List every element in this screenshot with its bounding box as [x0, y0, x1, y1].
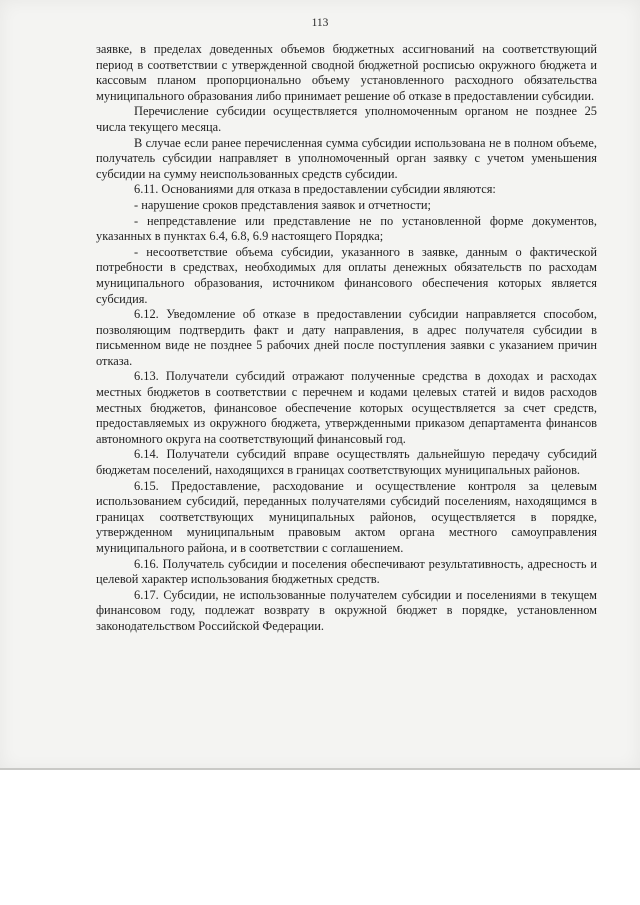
- scan-edge: [0, 768, 640, 770]
- list-item-documents-missing: - непредставление или представление не по установленной форме документов, указанных в пунктах 6.4, 6.8, 6.9 настоящего Порядка;: [96, 213, 597, 244]
- paragraph-6-16-effectiveness: 6.16. Получатель субсидии и поселения обеспечивают результативность, адресность и целевой характер использования бюджетных средств.: [96, 556, 597, 587]
- paragraph-6-13-accounting: 6.13. Получатели субсидий отражают полученные средства в доходах и расходах местных бюджетов в соответствии с перечнем и кодами целевых статей и видов расходов местных бюджетов, финансовое обеспечение которых осуществляется за счет средств, предоставляемых из окружного бюджета, утвержденными приказом департамента финансов автономного округа на соответствующий финансовый год.: [96, 369, 597, 446]
- paragraph-6-15-control: 6.15. Предоставление, расходование и осуществление контроля за целевым использованием субсидий, переданных получателями субсидий поселениям, находящимся в границах соответствующих муниципальных районов, осуществляется в порядке, утвержденном муниципальным правовым актом органа местного самоуправления муниципального района, и в соответствии с соглашением.: [96, 478, 597, 555]
- paragraph-6-11-refusal-grounds: 6.11. Основаниями для отказа в предоставлении субсидии являются:: [134, 182, 496, 197]
- paragraph-partial-use: В случае если ранее перечисленная сумма субсидии использована не в полном объеме, получатель субсидии направляет в уполномоченный орган заявку с учетом уменьшения субсидии на сумму неиспользованных средств субсидии.: [96, 135, 597, 181]
- paragraph-6-12-refusal-notice: 6.12. Уведомление об отказе в предоставлении субсидии направляется способом, позволяющим подтвердить факт и дату направления, в адрес получателя субсидии в письменном виде не позднее 5 рабочих дней после поступления заявки с указанием причин отказа.: [96, 307, 597, 368]
- page-number: 113: [311, 17, 329, 29]
- paragraph-continuation: заявке, в пределах доведенных объемов бюджетных ассигнований на соответствующий период в соответствии с утвержденной сводной бюджетной росписью окружного бюджета и кассовым планом пропорционально объему установленного расходного обязательства муниципального образования либо принимает решение об отказе в предоставлении субсидии.: [96, 42, 597, 103]
- document-body: [96, 42, 597, 635]
- paragraph-transfer-deadline: Перечисление субсидии осуществляется уполномоченным органом не позднее 25 числа текущего месяца.: [96, 104, 597, 134]
- list-item-amount-mismatch: - несоответствие объема субсидии, указанного в заявке, данным о фактической потребности в средствах, необходимых для оплаты денежных обязательств по расходам муниципального образования, источником финансового обеспечения которых является субсидия.: [96, 244, 597, 306]
- paragraph-6-14-transfer: 6.14. Получатели субсидий вправе осуществлять дальнейшую передачу субсидий бюджетам поселений, находящихся в границах соответствующих муниципальных районов.: [96, 447, 597, 478]
- paragraph-6-17-return: 6.17. Субсидии, не использованные получателем субсидии и поселениями в текущем финансовом году, подлежат возврату в окружной бюджет в порядке, установленном законодательством Российской Федерации.: [96, 587, 597, 633]
- list-item-deadline-violation: - нарушение сроков представления заявок и отчетности;: [134, 197, 431, 212]
